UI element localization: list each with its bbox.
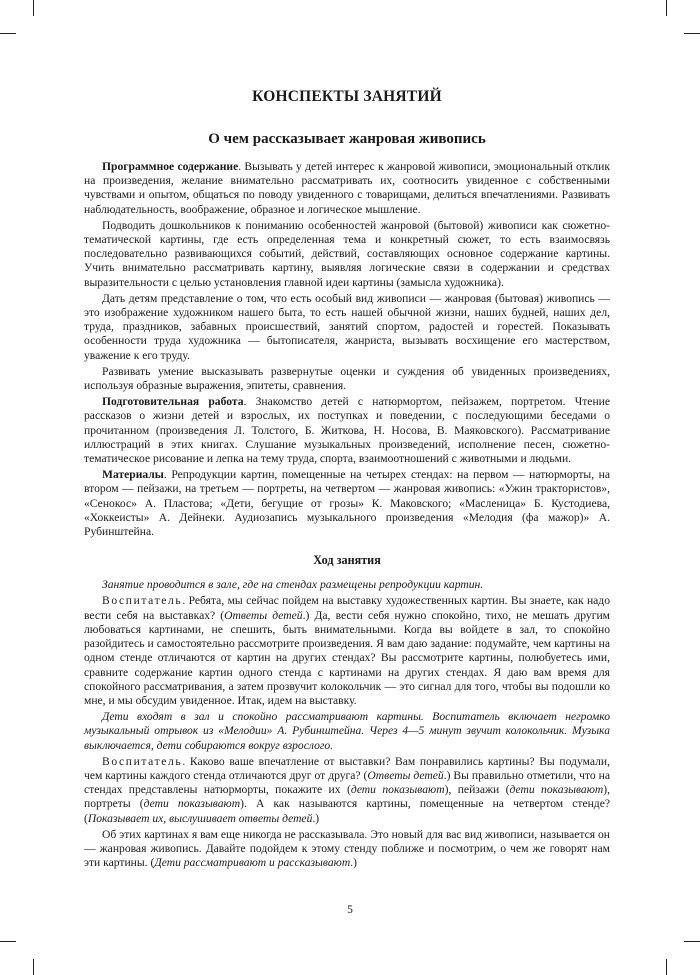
page-number: 5 [347, 904, 353, 916]
teacher-speech-3: Об этих картинах я вам еще никогда не рассказывала. Это новый для вас вид живописи, называется он — жанровая живопись. Давайте подойдем к этому стенду поближе и посмотрим, о чем же говорят нам эти картины. (Дети рассматривают и рассказывают.) [84, 827, 610, 870]
program-label: Программное содержание [102, 160, 239, 173]
speaker-teacher: Воспитатель [102, 594, 183, 608]
materials-paragraph: Материалы. Репродукции картин, помещенные на четырех стендах: на первом — натюрморты, на втором — пейзажи, на третьем — портреты, на четвертом — жанровая живопись: «Ужин трактористов», «Сенокос» А. Пластова; «Дети, бегущие от грозы» К. Маковского; «Масленица» Б. Кустодиева, «Хоккеисты» А. Дейнеки. Аудиозапись музыкального произведения «Мелодия (фа мажор)» А. Рубинштейна. [84, 468, 610, 539]
stage-direction-1: Дети входят в зал и спокойно рассматривают картины. Воспитатель включает негромко музыкальный отрывок из «Мелодии» А. Рубинштейна. Через 4—5 минут звучит колокольчик. Музыка выключается, дети собираются вокруг взрослого. [84, 710, 610, 752]
crop-mark-top-right-v [666, 0, 667, 16]
teacher-speech-1: Воспитатель. Ребята, мы сейчас пойдем на выставку художественных картин. Вы знаете, как надо вести себя на выставках? (Ответы детей.) Да, вести себя нужно спокойно, тихо, не мешать другим любоваться картинами, не спешить, быть внимательными. Когда вы войдете в зал, то спокойно разойдитесь и самостоятельно рассмотрите произведения. Я вам даю задание: подумайте, чем картины на одном стенде отличаются от картин на других стендах? Вы рассмотрите картины, полюбуетесь ими, сравните содержание картин одного стенда с картинами на других стендах. Я даю вам время для спокойного рассматривания, а затем прозвучит колокольчик — это сигнал для того, чтобы вы подошли ко мне, и мы обсудим увиденное. Итак, идем на выставку. [84, 594, 610, 707]
program-paragraph-4: Развивать умение высказывать развернутые оценки и суждения об увиденных произведениях, используя образные выражения, эпитеты, сравнения. [84, 364, 610, 393]
program-paragraph-2: Подводить дошкольников к пониманию особенностей жанровой (бытовой) живописи как сюжетно-тематической картины, где есть определенная тема и конкретный сюжет, то есть взаимосвязь последовательно развивающихся событий, действий, составляющих основное содержание картины. Учить внимательно рассматривать картину, выявляя логические связи в содержании и средствах выразительности с целью установления главной идеи картины (замысла художника). [84, 218, 610, 289]
crop-mark-top-left-v [33, 0, 34, 16]
crop-mark-bottom-left-v [33, 959, 34, 975]
materials-label: Материалы [102, 468, 164, 482]
crop-mark-top-right-h [684, 33, 700, 34]
preparation-paragraph: Подготовительная работа. Знакомство детей с натюрмортом, пейзажем, портретом. Чтение рассказов о жизни детей и взрослых, их поступках и поведении, с последующими беседами о прочитанном (произведения Л. Толстого, Б. Житкова, Н. Носова, В. Маяковского). Рассматривание иллюстраций в этих книгах. Слушание музыкальных произведений, исполнение песен, сюжетно-тематическое рисование и лепка на тему труда, спорта, взаимоотношений с животными и людьми. [84, 395, 611, 466]
preparation-label: Подготовительная работа [102, 395, 244, 409]
crop-mark-top-left-h [0, 33, 16, 34]
program-paragraph-3: Дать детям представление о том, что есть особый вид живописи — жанровая (бытовая) живопись — это изображение художником нашего быта, то есть нашей обычной жизни, наших будней, наших дел, труда, праздников, забавных происшествий, занятий спортом, радостей и горестей. Показывать особенности труда художника — бытописателя, жанриста, вызывать восхищение его мастерством, уважение к его труду. [84, 291, 610, 362]
crop-mark-bottom-right-h [684, 941, 700, 942]
program-paragraph-1: Программное содержание. Вызывать у детей интерес к жанровой живописи, эмоциональный отклик на произведения, желание внимательно рассматривать их, соотносить увиденное с собственными чувствами и опытом, общаться по поводу увиденного с товарищами, делиться впечатлениями. Развивать наблюдательность, воображение, образное и логическое мышление. [84, 160, 610, 216]
section-title: КОНСПЕКТЫ ЗАНЯТИЙ [252, 88, 442, 105]
page-content [84, 88, 610, 870]
lesson-title: О чем рассказывает жанровая живопись [208, 131, 486, 147]
course-title: Ход занятия [313, 553, 381, 568]
crop-mark-bottom-left-h [0, 941, 16, 942]
crop-mark-bottom-right-v [666, 959, 667, 975]
speaker-teacher: Воспитатель [102, 754, 183, 768]
teacher-speech-2: Воспитатель. Каково ваше впечатление от выставки? Вам понравились картины? Вы подумали, чем картины каждого стенда отличаются друг от друга? (Ответы детей.) Вы правильно отметили, что на стендах представлены натюрморты, покажите их (дети показывают), пейзажи (дети показывают), портреты (дети показывают). А как называются картины, помещенные на четвертом стенде? (Показывает их, выслушивает ответы детей.) [84, 754, 611, 825]
course-intro: Занятие проводится в зале, где на стендах размещены репродукции картин. [102, 578, 484, 592]
